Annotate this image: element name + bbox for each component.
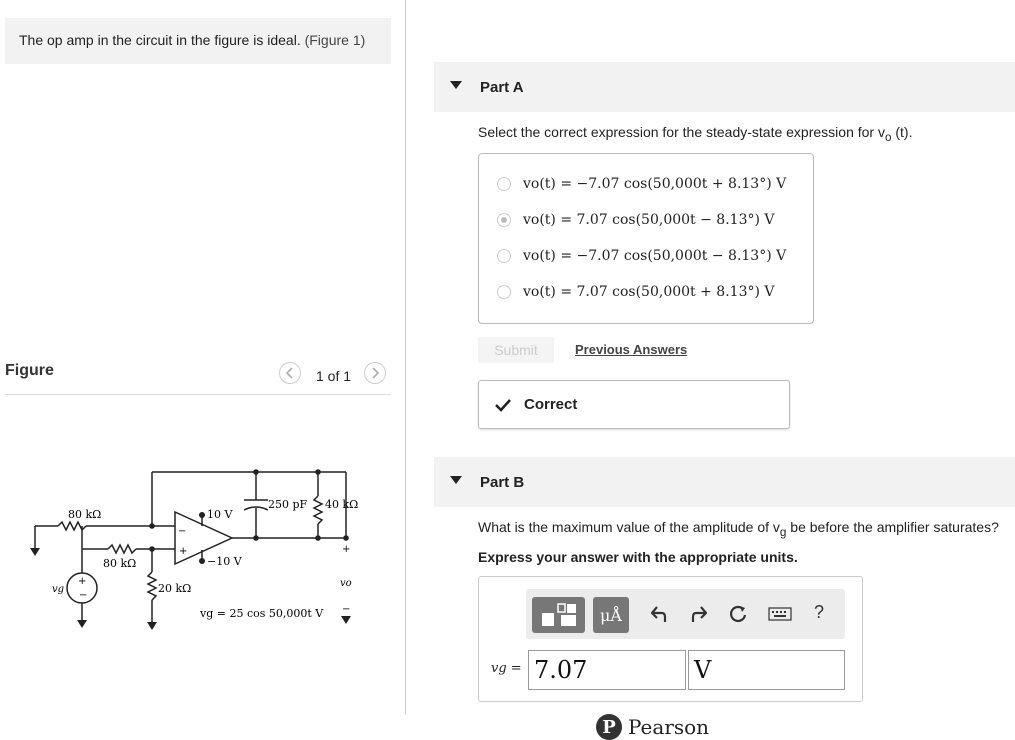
part-a-header[interactable] — [434, 62, 1015, 112]
figure-title: Figure — [5, 362, 54, 379]
resistor-label-r2: 80 kΩ — [103, 557, 137, 570]
opamp-minus: − — [178, 526, 187, 537]
chevron-left-icon — [285, 367, 295, 379]
previous-answers-link[interactable]: Previous Answers — [575, 342, 688, 357]
figure-page-indicator: 1 of 1 — [316, 368, 352, 384]
part-a-question-text: Select the correct expression for the steady-state expression for v — [478, 124, 885, 140]
problem-text-body: The op amp in the circuit in the figure is ideal. — [19, 32, 301, 48]
part-a-question — [478, 124, 912, 144]
source-plus: + — [78, 576, 87, 587]
problem-text — [19, 32, 365, 48]
feedback-correct — [478, 380, 790, 429]
reset-icon[interactable] — [728, 604, 748, 624]
circuit-diagram — [0, 460, 400, 640]
choice-1[interactable] — [497, 172, 786, 196]
part-b-question-sub: g — [779, 525, 787, 539]
undo-icon[interactable] — [651, 605, 669, 623]
pearson-text: Pearson — [628, 715, 710, 739]
template-icon — [539, 602, 579, 628]
resistor-label-r1: 80 kΩ — [68, 508, 102, 521]
part-a-question-end: (t). — [891, 124, 913, 140]
value-input[interactable]: 7.07 — [528, 650, 686, 690]
feedback-text: Correct — [524, 396, 578, 413]
choice-2[interactable] — [497, 208, 775, 232]
part-b-instruction: Express your answer with the appropriate units. — [478, 549, 798, 565]
keyboard-icon[interactable] — [768, 607, 792, 621]
radio-button[interactable] — [497, 249, 511, 263]
supply-negative-label: −10 V — [207, 555, 242, 568]
source-label: vg — [52, 584, 65, 595]
choice-3-text: vo(t) = −7.07 cos(50,000t − 8.13°) V — [523, 248, 787, 264]
resistor-label-rf: 40 kΩ — [325, 498, 359, 511]
radio-button[interactable] — [497, 285, 511, 299]
radio-button-selected[interactable] — [497, 213, 511, 227]
choice-1-text: vo(t) = −7.07 cos(50,000t + 8.13°) V — [523, 176, 787, 192]
redo-icon[interactable] — [689, 605, 707, 623]
part-a-title: Part A — [480, 79, 524, 96]
units-button[interactable]: μÅ — [593, 597, 629, 633]
figure-divider — [5, 394, 391, 395]
source-equation: vg = 25 cos 50,000t V — [200, 607, 324, 620]
problem-statement — [5, 18, 391, 64]
opamp-plus: + — [179, 546, 188, 557]
figure-link[interactable]: (Figure 1) — [304, 32, 366, 48]
part-a-choices — [478, 153, 814, 324]
part-b-title: Part B — [480, 474, 525, 491]
input-label: vg = — [491, 661, 522, 676]
supply-positive-label: 10 V — [207, 508, 233, 521]
part-b-question-end: be before the amplifier saturates? — [786, 519, 999, 535]
caret-down-icon — [450, 476, 462, 484]
source-minus: − — [79, 590, 88, 601]
chevron-right-icon — [370, 367, 380, 379]
capacitor-label: 250 pF — [268, 498, 308, 511]
radio-button[interactable] — [497, 177, 511, 191]
caret-down-icon — [450, 81, 462, 89]
help-icon[interactable]: ? — [814, 602, 825, 622]
part-b-header[interactable] — [434, 457, 1015, 507]
pearson-brand — [596, 714, 709, 740]
submit-button[interactable]: Submit — [478, 337, 554, 363]
choice-4-text: vo(t) = 7.07 cos(50,000t + 8.13°) V — [523, 284, 775, 300]
output-minus: − — [342, 604, 351, 615]
pearson-logo-icon: P — [596, 714, 622, 740]
choice-4[interactable] — [497, 280, 775, 304]
checkmark-icon — [494, 398, 512, 412]
units-input[interactable]: V — [688, 650, 845, 690]
choice-3[interactable] — [497, 244, 786, 268]
resistor-label-r3: 20 kΩ — [158, 582, 192, 595]
figure-prev-button[interactable] — [279, 362, 301, 384]
part-a-question-sub: o — [884, 130, 892, 144]
choice-2-text: vo(t) = 7.07 cos(50,000t − 8.13°) V — [523, 212, 775, 228]
math-toolbar — [526, 589, 845, 639]
templates-button[interactable] — [532, 597, 585, 633]
output-plus: + — [342, 544, 351, 555]
column-divider — [405, 0, 406, 715]
part-b-question — [478, 519, 999, 539]
output-label: vo — [340, 578, 352, 589]
part-b-question-text: What is the maximum value of the amplitude of v — [478, 519, 780, 535]
figure-next-button[interactable] — [364, 362, 386, 384]
answer-area — [478, 576, 863, 702]
